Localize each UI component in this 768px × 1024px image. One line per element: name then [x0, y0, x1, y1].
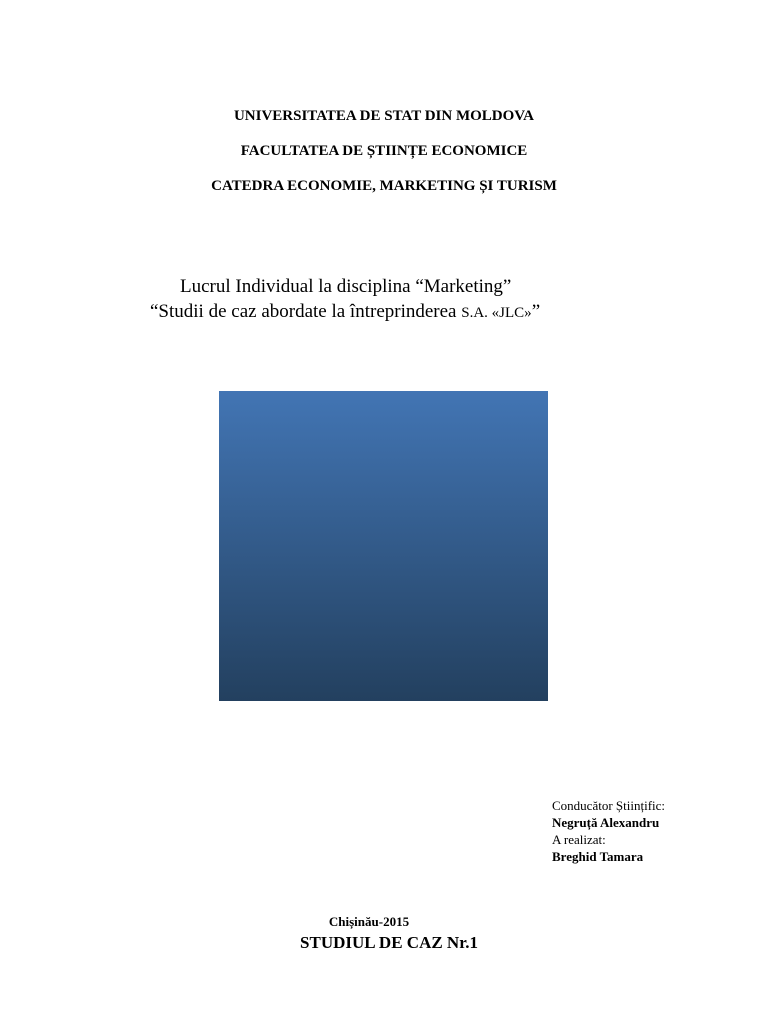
case-study-title: STUDIUL DE CAZ Nr.1: [300, 933, 478, 952]
author-name: Breghid Tamara: [552, 849, 644, 864]
work-title: Lucrul Individual la disciplina “Marketing”: [180, 276, 512, 297]
supervisor-name: Negruță Alexandru: [552, 815, 660, 830]
author-label: A realizat:: [552, 832, 606, 847]
work-subtitle-end: ”: [531, 301, 541, 322]
work-subtitle-main: “Studii de caz abordate la întreprinderea: [150, 301, 462, 322]
cover-image: [219, 391, 548, 701]
work-subtitle: [150, 301, 540, 323]
department-name: CATEDRA ECONOMIE, MARKETING ȘI TURISM: [211, 178, 557, 194]
city-year: Chișinău-2015: [328, 914, 410, 929]
company-name: S.A. «JLC»: [461, 305, 532, 321]
faculty-name: FACULTATEA DE ȘTIINȚE ECONOMICE: [240, 143, 528, 159]
supervisor-label: Conducător Științific:: [552, 798, 666, 813]
university-name: UNIVERSITATEA DE STAT DIN MOLDOVA: [233, 108, 535, 124]
